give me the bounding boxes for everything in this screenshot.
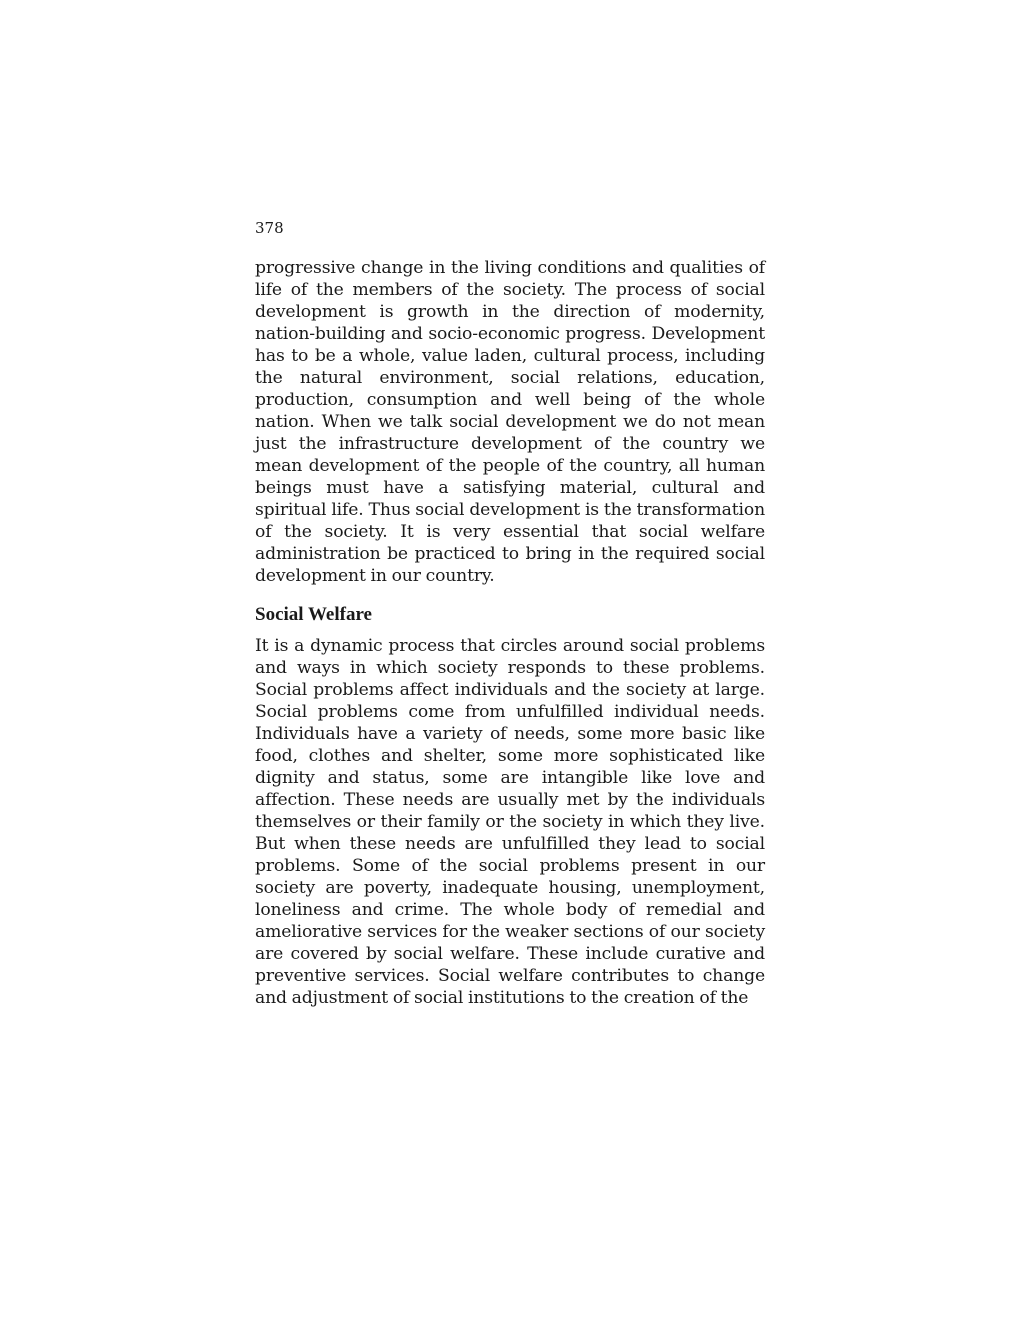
paragraph-social-welfare: It is a dynamic process that circles around social problems and ways in which society responds to these problems. Social problems affect individuals and the society at large. Social problems come from unfulfilled individual needs. Individuals have a variety of needs, some more basic like food, clothes and shelter, some more sophisticated like dignity and status, some are intangible like love and affection. These needs are usually met by the individuals themselves or their family or the society in which they live. But when these needs are unfulfilled they lead to social problems. Some of the social problems present in our society are poverty, inadequate housing, unemployment, loneliness and crime. The whole body of remedial and ameliorative services for the weaker sections of our society are covered by social welfare. These include curative and preventive services. Social welfare contributes to change and adjustment of social institutions to the creation of the <box>255 636 765 1008</box>
page-number: 378 <box>255 219 284 237</box>
paragraph-intro: progressive change in the living conditions and qualities of life of the members of the society. The process of social development is growth in the direction of modernity, nation-building and socio-economic progress. Development has to be a whole, value laden, cultural process, including the natural environment, social relations, education, production, consumption and well being of the whole nation. When we talk social development we do not mean just the infrastructure development of the country we mean development of the people of the country, all human beings must have a satisfying material, cultural and spiritual life. Thus social development is the transformation of the society. It is very essential that social welfare administration be practiced to bring in the required social development in our country. <box>255 258 765 586</box>
section-heading: Social Welfare <box>255 604 372 625</box>
page-body <box>255 257 765 1009</box>
